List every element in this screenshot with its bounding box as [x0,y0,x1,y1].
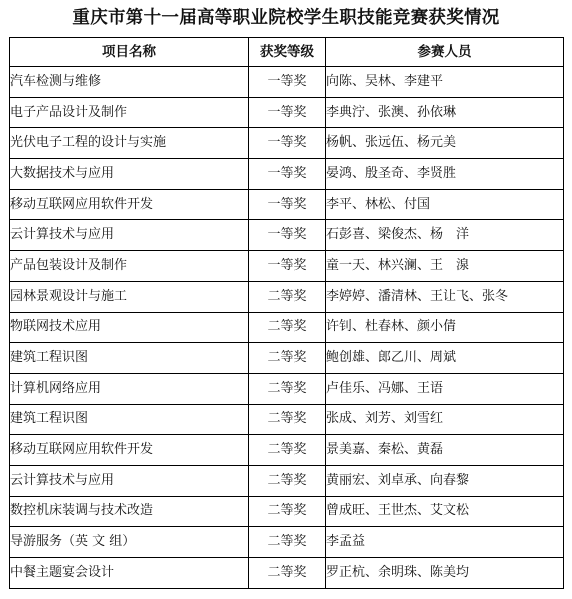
award-level-cell: 二等奖 [249,435,326,466]
project-name-cell: 中餐主题宴会设计 [10,558,249,589]
award-level-cell: 二等奖 [249,281,326,312]
participants-cell: 许钊、杜春林、颜小倩 [326,312,564,343]
table-row [10,343,564,374]
table-header-row [10,38,564,67]
header-award-level: 获奖等级 [249,38,326,67]
awards-table [9,37,564,589]
participants-cell: 曾成旺、王世杰、艾文松 [326,496,564,527]
award-level-cell: 二等奖 [249,496,326,527]
award-level-cell: 二等奖 [249,404,326,435]
participants-cell: 卢佳乐、冯娜、王语 [326,373,564,404]
award-level-cell: 二等奖 [249,465,326,496]
participants-cell: 杨帆、张远伍、杨元美 [326,128,564,159]
participants-cell: 童一天、林兴澜、王 湶 [326,251,564,282]
award-level-cell: 二等奖 [249,558,326,589]
award-level-cell: 二等奖 [249,343,326,374]
award-level-cell: 一等奖 [249,97,326,128]
table-row [10,97,564,128]
table-row [10,465,564,496]
table-row [10,128,564,159]
participants-cell: 李平、林松、付国 [326,189,564,220]
participants-cell: 景美嘉、秦松、黄磊 [326,435,564,466]
project-name-cell: 数控机床装调与技术改造 [10,496,249,527]
table-row [10,312,564,343]
project-name-cell: 物联网技术应用 [10,312,249,343]
project-name-cell: 云计算技术与应用 [10,465,249,496]
project-name-cell: 汽车检测与维修 [10,67,249,98]
table-row [10,251,564,282]
award-level-cell: 二等奖 [249,527,326,558]
table-row [10,435,564,466]
table-row [10,67,564,98]
award-level-cell: 一等奖 [249,67,326,98]
table-row [10,189,564,220]
award-level-cell: 一等奖 [249,251,326,282]
table-row [10,558,564,589]
table-body [10,67,564,589]
award-level-cell: 二等奖 [249,373,326,404]
project-name-cell: 建筑工程识图 [10,343,249,374]
project-name-cell: 移动互联网应用软件开发 [10,435,249,466]
document-title: 重庆市第十一届高等职业院校学生职技能竞赛获奖情况 [72,8,500,28]
project-name-cell: 园林景观设计与施工 [10,281,249,312]
project-name-cell: 大数据技术与应用 [10,159,249,190]
participants-cell: 李孟益 [326,527,564,558]
project-name-cell: 导游服务（英 文 组） [10,527,249,558]
award-level-cell: 一等奖 [249,220,326,251]
project-name-cell: 电子产品设计及制作 [10,97,249,128]
project-name-cell: 建筑工程识图 [10,404,249,435]
participants-cell: 石彭喜、梁俊杰、杨 洋 [326,220,564,251]
participants-cell: 晏鸿、殷圣奇、李贤胜 [326,159,564,190]
header-participants: 参赛人员 [326,38,564,67]
table-row [10,404,564,435]
participants-cell: 黄丽宏、刘卓承、向春黎 [326,465,564,496]
participants-cell: 鲍创雄、郎乙川、周斌 [326,343,564,374]
award-level-cell: 一等奖 [249,189,326,220]
table-row [10,220,564,251]
project-name-cell: 云计算技术与应用 [10,220,249,251]
award-level-cell: 二等奖 [249,312,326,343]
table-row [10,159,564,190]
project-name-cell: 移动互联网应用软件开发 [10,189,249,220]
table-row [10,527,564,558]
table-row [10,373,564,404]
project-name-cell: 产品包装设计及制作 [10,251,249,282]
table-row [10,496,564,527]
participants-cell: 李婷婷、潘清林、王让飞、张冬 [326,281,564,312]
table-row [10,281,564,312]
award-level-cell: 一等奖 [249,159,326,190]
participants-cell: 向陈、吴林、李建平 [326,67,564,98]
participants-cell: 罗正杭、余明珠、陈美均 [326,558,564,589]
header-project-name: 项目名称 [10,38,249,67]
award-level-cell: 一等奖 [249,128,326,159]
participants-cell: 李典泞、张澳、孙依琳 [326,97,564,128]
participants-cell: 张成、刘芳、刘雪红 [326,404,564,435]
project-name-cell: 计算机网络应用 [10,373,249,404]
project-name-cell: 光伏电子工程的设计与实施 [10,128,249,159]
